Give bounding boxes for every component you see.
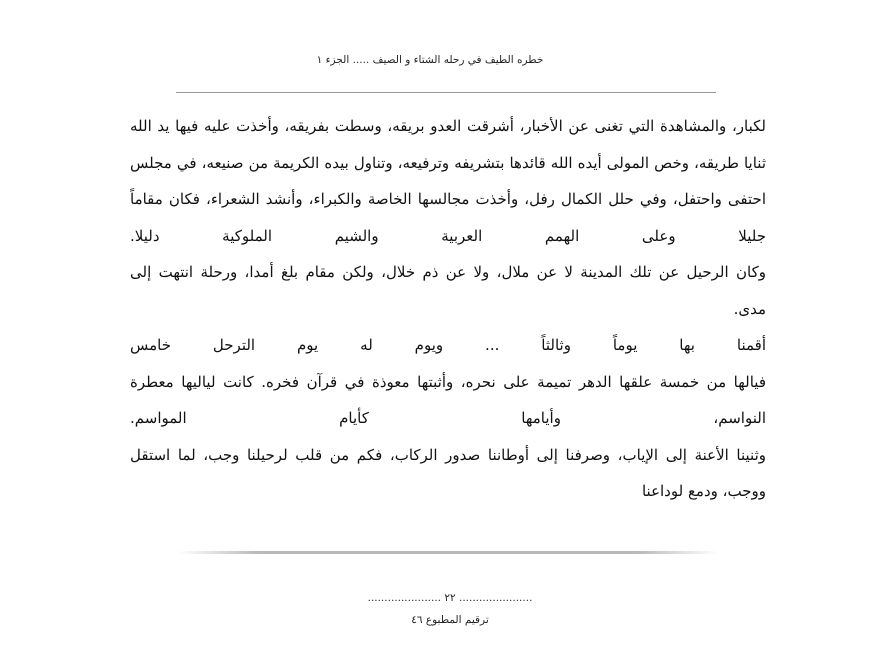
running-header: خطره الطيف في رحله الشتاء و الصيف ..... الجزء ١ (316, 54, 544, 66)
text-line: النواسم، وأيامها كأيام المواسم. (130, 409, 766, 427)
text-line: مدى. (733, 299, 766, 318)
footer-divider (178, 551, 718, 554)
text-line: وثنينا الأعنة إلى الإياب، وصرفنا إلى أوطاننا صدور الركاب، فكم من قلب لرحيلنا وجب، لما استقل (130, 445, 766, 464)
text-line: ووجب، ودمع لوداعنا (641, 482, 766, 500)
header-divider (176, 92, 716, 93)
text-line: لكبار، والمشاهدة التي تغنى عن الأخبار، أشرقت العدو بريقه، وسطت بفريقه، وأخذت عليه فيها يد الله (130, 117, 766, 135)
text-line: وكان الرحيل عن تلك المدينة لا عن ملال، ولا عن ذم خلال، ولكن مقام بلغ أمدا، ورحلة انتهت إلى (130, 263, 766, 281)
text-line: احتفى واحتفل، وفي حلل الكمال رفل، وأخذت مجالسها الخاصة والكبراء، وأنشد الشعراء، فكان مقاماً (130, 190, 766, 208)
print-page-number: ترقيم المطبوع ٤٦ (411, 614, 489, 626)
text-line: ثنايا طريقه، وخص المولى أيده الله قائدها بتشريفه وترفيعه، وتناول بيده الكريمة من صنيعه، في مجلس (130, 153, 766, 172)
text-line: جليلا وعلى الهمم العربية والشيم الملوكية دليلا. (130, 226, 766, 245)
page-number: ...................... ٢٢ ...................... (367, 592, 533, 604)
verse-line: أقمنا بها يوماً وثالثاً ... ويوم له يوم الترحل خامس (130, 336, 766, 354)
body-text (130, 108, 766, 510)
text-line: فيالها من خمسة علقها الدهر تميمة على نحره، وأثبتها معوذة في قرآن فخره. كانت لياليها معطرة (130, 372, 766, 391)
